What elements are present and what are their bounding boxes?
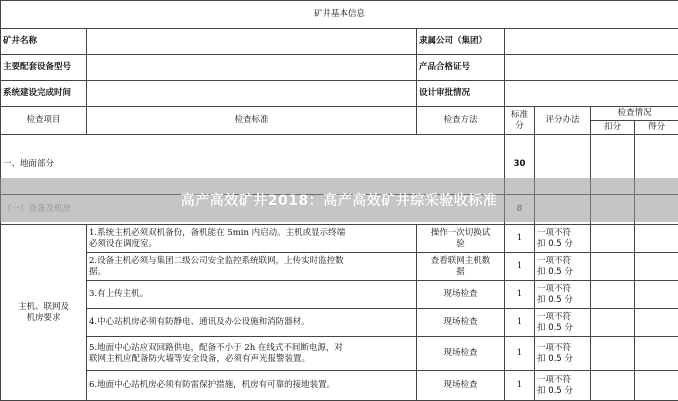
main-equipment-value[interactable] (87, 55, 417, 81)
row-standard (87, 337, 417, 371)
row-scoring-line1: 一项不符 (537, 228, 588, 239)
row-method-line1: 现场检查 (419, 348, 502, 359)
row-scoring-line1: 一项不符 (537, 312, 588, 323)
mine-name-value[interactable] (87, 29, 417, 55)
row-scoring-line1: 一项不符 (537, 256, 588, 267)
row-gain[interactable] (635, 225, 678, 253)
row-standard-line1: 2.设备主机必须与集团二级公司安全监控系统联网，上传实时监控数 (89, 256, 414, 267)
row-method (417, 225, 505, 253)
header-score-std-line2: 分 (507, 121, 532, 132)
group-label (1, 225, 87, 401)
row-deduct[interactable] (591, 225, 635, 253)
row-scoring-line2: 扣 0.5 分 (537, 354, 588, 365)
main-equipment-label: 主要配套设备型号 (1, 55, 87, 81)
row-method-line1: 现场检查 (419, 380, 502, 391)
doc-title: 矿井基本信息 (1, 1, 678, 29)
row-method-line1: 现场检查 (419, 317, 502, 328)
row-standard-line1: 6.地面中心站机房必须有防雷保护措施，机房有可靠的接地装置。 (89, 380, 414, 391)
table-row (1, 225, 678, 253)
row-score: 1 (505, 337, 535, 371)
row-deduct[interactable] (591, 281, 635, 309)
build-time-value[interactable] (87, 81, 417, 107)
row-method (417, 253, 505, 281)
row-standard-line1: 3.有上传主机。 (89, 289, 414, 300)
row-scoring-line1: 一项不符 (537, 343, 588, 354)
row-method-line2: 验 (419, 239, 502, 250)
row-method-line1: 查看联网主机数 (419, 256, 502, 267)
table-row (1, 309, 678, 337)
row-scoring-line2: 扣 0.5 分 (537, 239, 588, 250)
row-scoring (535, 281, 591, 309)
row-standard (87, 281, 417, 309)
header-score-std-line1: 标准 (507, 110, 532, 121)
row-gain[interactable] (635, 309, 678, 337)
row-score: 1 (505, 371, 535, 401)
table-row (1, 281, 678, 309)
banner-text: 高产高效矿井2018：高产高效矿井综采验收标准 (181, 190, 497, 210)
row-scoring-line1: 一项不符 (537, 284, 588, 295)
row-scoring (535, 253, 591, 281)
row-score: 1 (505, 225, 535, 253)
row-scoring (535, 309, 591, 337)
row-method-line1: 操作一次切换试 (419, 228, 502, 239)
row-standard-line1: 4.中心站机房必须有防静电、通讯及办公设施和消防器材。 (89, 317, 414, 328)
header-scoring: 评分办法 (535, 107, 591, 135)
header-method: 检查方法 (417, 107, 505, 135)
row-standard-line2: 联网主机应配备防火墙等安全设备，必须有声光报警装置。 (89, 354, 414, 365)
table-row (1, 371, 678, 401)
section-score: 30 (505, 135, 535, 195)
row-method (417, 281, 505, 309)
row-method (417, 337, 505, 371)
row-method-line2: 据 (419, 267, 502, 278)
company-label: 隶属公司（集团） (417, 29, 505, 55)
title-banner-overlay (0, 178, 678, 222)
row-scoring (535, 225, 591, 253)
product-cert-label: 产品合格证号 (417, 55, 505, 81)
header-check-status: 检查情况 (591, 107, 678, 121)
row-score: 1 (505, 309, 535, 337)
table-row (1, 337, 678, 371)
build-time-label: 系统建设完成时间 (1, 81, 87, 107)
row-deduct[interactable] (591, 309, 635, 337)
row-method-line1: 现场检查 (419, 289, 502, 300)
row-deduct[interactable] (591, 337, 635, 371)
row-standard (87, 225, 417, 253)
group-label-line1: 主机、联网及 (3, 302, 84, 313)
row-scoring-line1: 一项不符 (537, 375, 588, 386)
row-deduct[interactable] (591, 371, 635, 401)
company-value[interactable] (505, 29, 678, 55)
row-standard (87, 253, 417, 281)
row-scoring-line2: 扣 0.5 分 (537, 295, 588, 306)
row-standard-line2: 必须设在调度室。 (89, 239, 414, 250)
header-score-std (505, 107, 535, 135)
group-label-line2: 机房要求 (3, 313, 84, 324)
row-score: 1 (505, 253, 535, 281)
section-name: 一、地面部分 (1, 135, 505, 195)
header-deduct: 扣分 (591, 121, 635, 135)
row-score: 1 (505, 281, 535, 309)
row-standard-line1: 5.地面中心站应双回路供电，配备不小于 2h 在线式不间断电源，对 (89, 343, 414, 354)
header-standard: 检查标准 (87, 107, 417, 135)
row-deduct[interactable] (591, 253, 635, 281)
row-gain[interactable] (635, 281, 678, 309)
row-method (417, 371, 505, 401)
header-gain: 得分 (635, 121, 678, 135)
row-standard (87, 309, 417, 337)
row-gain[interactable] (635, 371, 678, 401)
row-scoring-line2: 扣 0.5 分 (537, 323, 588, 334)
row-scoring-line2: 扣 0.5 分 (537, 386, 588, 397)
design-review-value[interactable] (505, 81, 678, 107)
header-item: 检查项目 (1, 107, 87, 135)
row-scoring (535, 371, 591, 401)
row-scoring (535, 337, 591, 371)
row-scoring-line2: 扣 0.5 分 (537, 267, 588, 278)
row-standard (87, 371, 417, 401)
product-cert-value[interactable] (505, 55, 678, 81)
table-row (1, 253, 678, 281)
row-gain[interactable] (635, 253, 678, 281)
design-review-label: 设计审批情况 (417, 81, 505, 107)
row-gain[interactable] (635, 337, 678, 371)
row-standard-line2: 据。 (89, 267, 414, 278)
row-method (417, 309, 505, 337)
mine-name-label: 矿井名称 (1, 29, 87, 55)
row-standard-line1: 1.系统主机必须双机备份，备机能在 5min 内启动。主机或显示终端 (89, 228, 414, 239)
